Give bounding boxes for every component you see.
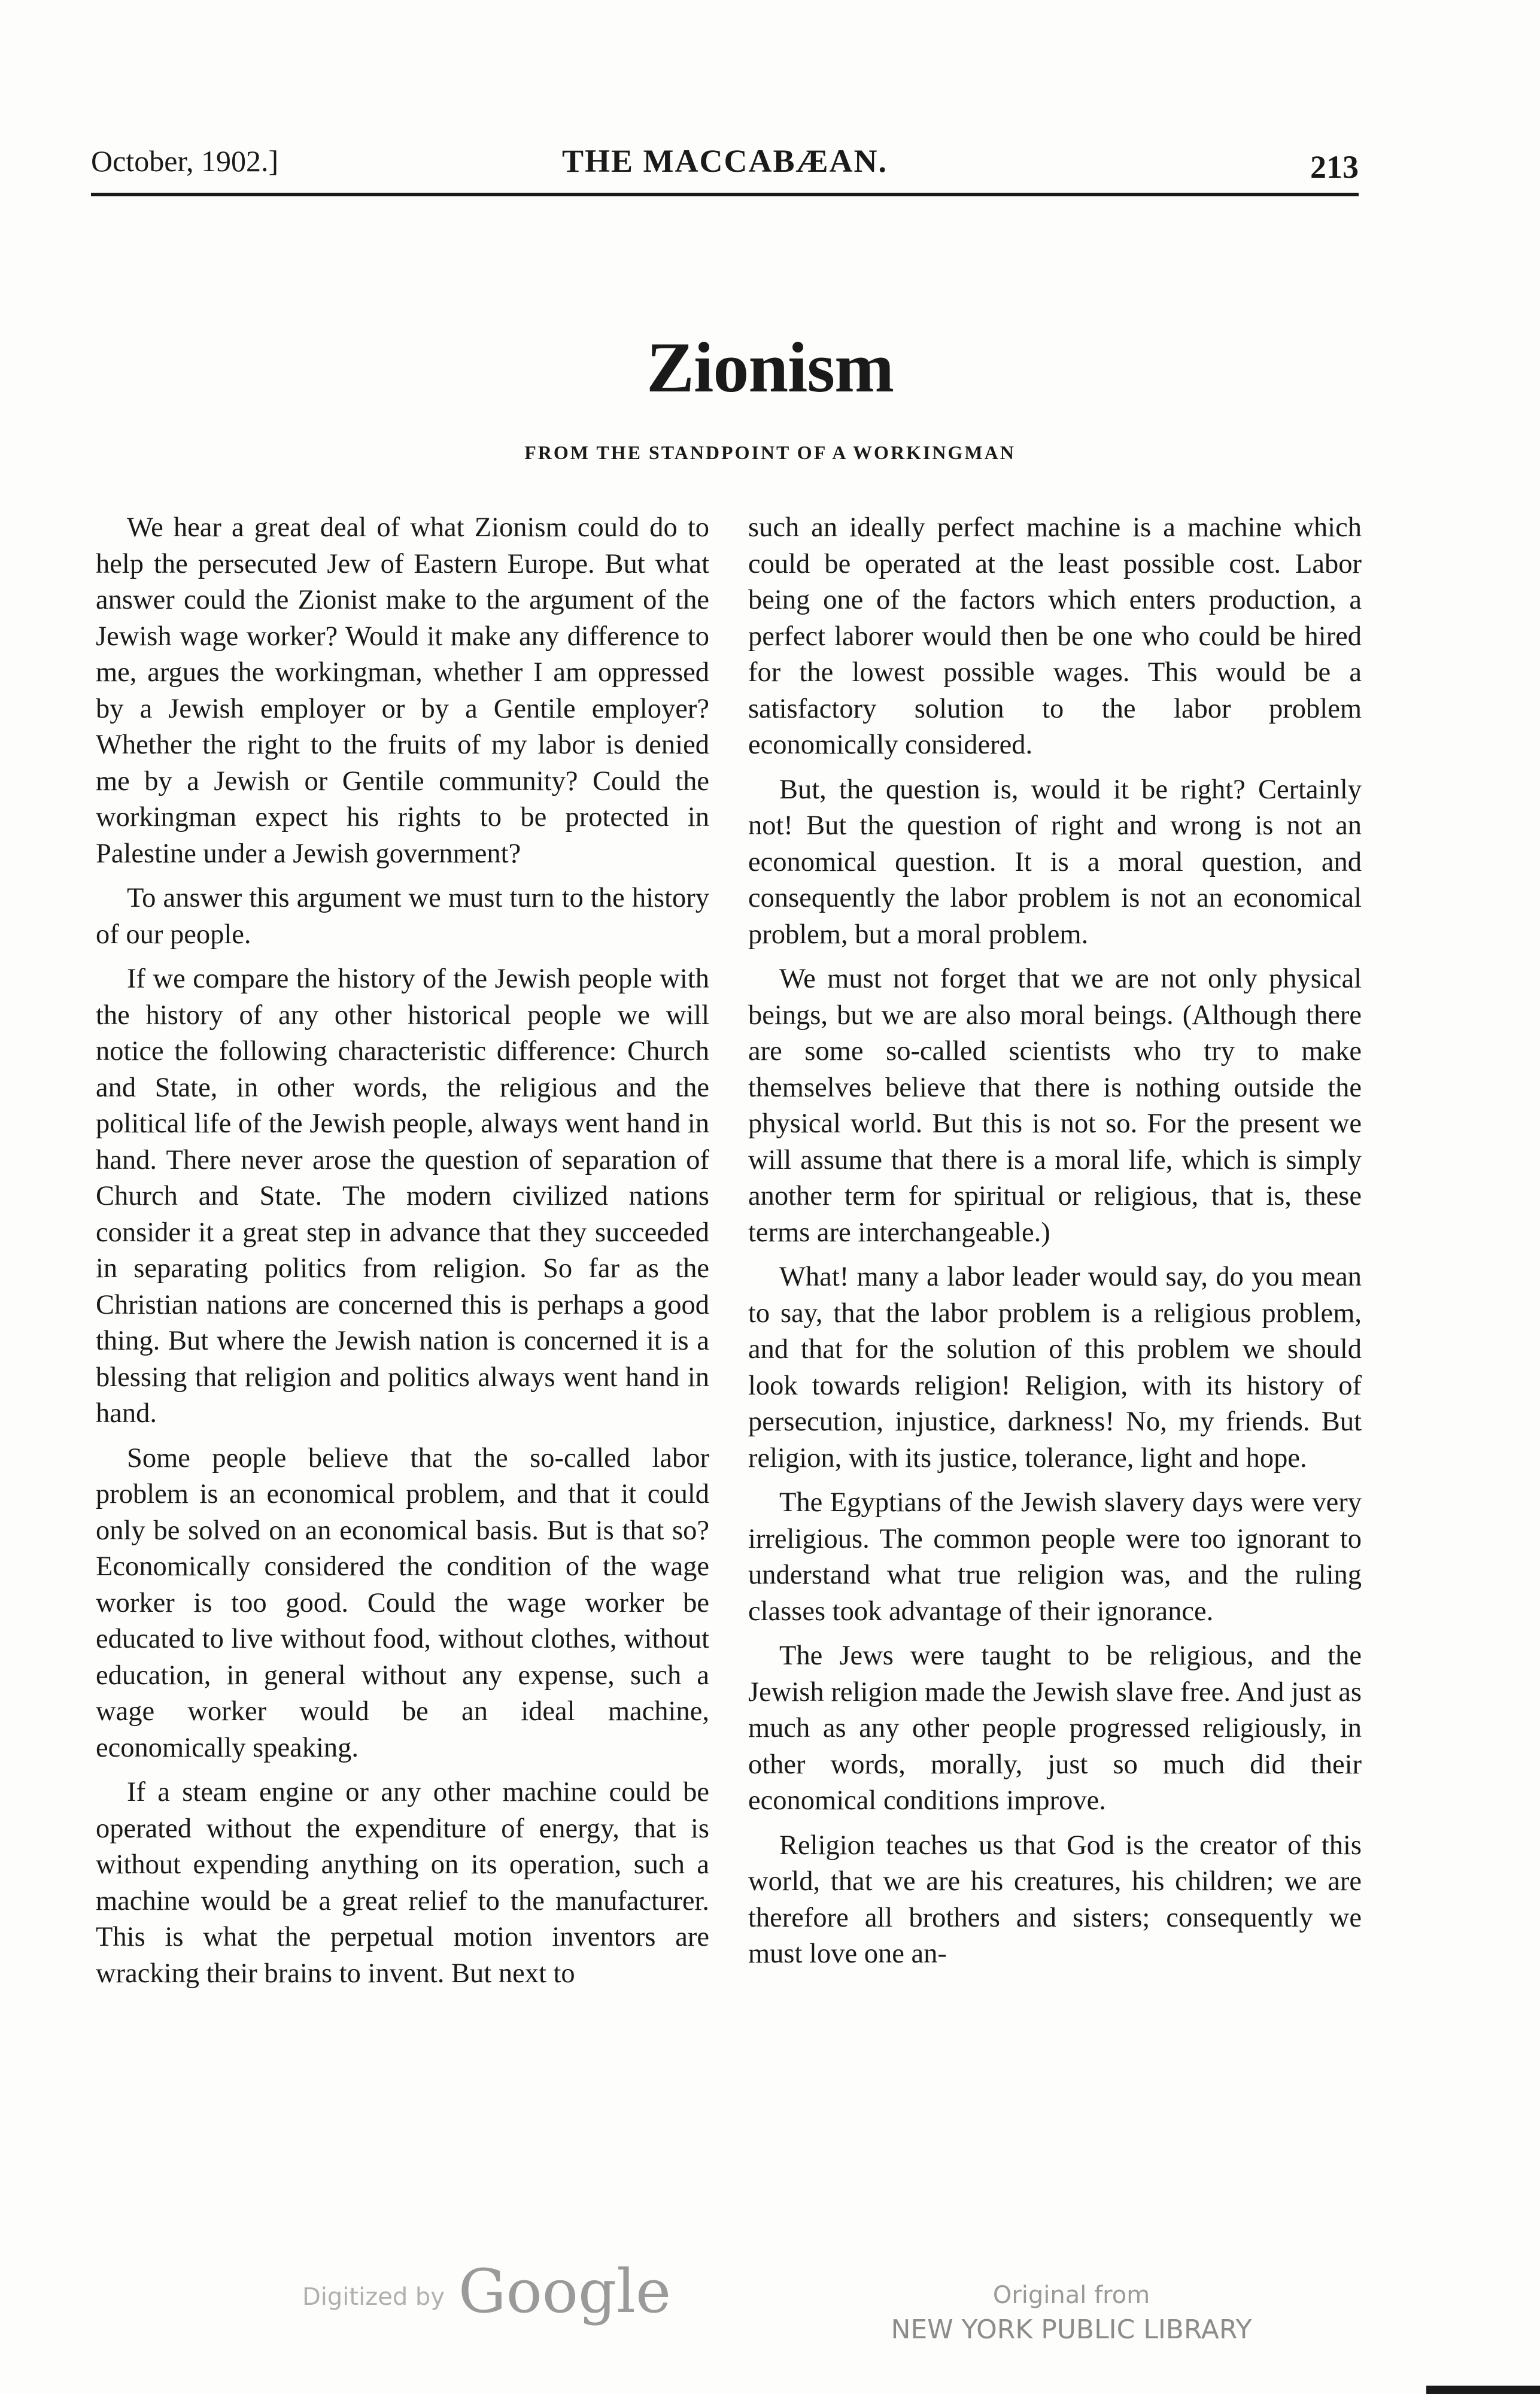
paragraph: What! many a labor leader would say, do you mean to say, that the labor problem is a religious problem, and that for the solution of this problem we should look towards religion! Religion, with its history of persecution, injustice, darkness! No, my friends. But religion, with its justice, tolerance, light and hope.: [748, 1262, 1362, 1474]
digitized-by-label: Digitized by: [302, 2283, 445, 2311]
paragraph: But, the question is, would it be right? Certainly not! But the question of right and wrong is not an economical question. It is a moral question, and consequently the labor problem is not an economical problem, but a moral problem.: [748, 774, 1362, 950]
paragraph-continuation: such an ideally perfect machine is a machine which could be operated at the least possible cost. Labor being one of the factors which enters production, a perfect laborer would then be one who could be hired for the lowest possible wages. This would be a satisfactory solution to the labor problem economically considered.: [748, 512, 1362, 760]
paragraph: We hear a great deal of what Zionism could do to help the persecuted Jew of Eastern Europe. But what answer could the Zionist make to the argument of the Jewish wage worker? Would it make any difference to me, argues the workingman, whether I am oppressed by a Jewish employer or by a Gentile employer? Whether the right to the fruits of my labor is denied me by a Jewish or Gentile community? Could the workingman expect his rights to be protected in Palestine under a Jewish government?: [96, 512, 709, 869]
paragraph: The Egyptians of the Jewish slavery days were very irreligious. The common people were too ignorant to understand what true religion was, and the ruling classes took advantage of their ignorance.: [748, 1487, 1362, 1627]
running-header: [91, 127, 1359, 196]
paragraph: If we compare the history of the Jewish people with the history of any other historical people we will notice the following characteristic difference: Church and State, in other words, the religious and the political life of the Jewish people, always went hand in hand. There never arose the question of separation of Church and State. The modern civilized nations consider it a great step in advance that they succeeded in separating politics from religion. So far as the Christian nations are concerned this is perhaps a good thing. But where the Jewish nation is concerned it is a blessing that religion and politics always went hand in hand.: [96, 964, 709, 1429]
source-credit: [880, 2278, 1263, 2347]
journal-name: THE MACCABÆAN.: [561, 143, 888, 179]
article-title: Zionism: [646, 327, 894, 407]
google-logo: Google: [458, 2256, 672, 2326]
paragraph: We must not forget that we are not only physical beings, but we are also moral beings. (Although there are some so-called scientists who try to make themselves believe that there is nothing outside the physical world. But this is not so. For the present we will assume that there is a moral life, which is simply another term for spiritual or religious, that is, these terms are interchangeable.): [748, 964, 1362, 1248]
right-column: [748, 510, 1362, 1981]
left-column: [96, 510, 709, 2000]
digitization-credit: [302, 2256, 671, 2326]
page-edge-mark: [1426, 2386, 1540, 2394]
paragraph: If a steam engine or any other machine could be operated without the expenditure of energy, that is without expending anything on its operation, such a machine would be a great relief to the manufacturer. This is what the perpetual motion inventors are wracking their brains to invent. But next to: [96, 1777, 709, 1989]
article-subtitle: FROM THE STANDPOINT OF A WORKINGMAN: [524, 442, 1016, 463]
paragraph: To answer this argument we must turn to the history of our people.: [96, 883, 709, 950]
paragraph: Some people believe that the so-called labor problem is an economical problem, and that it could only be solved on an economical basis. But is that so? Economically considered the condition of the wage worker is too good. Could the wage worker be educated to live without food, without clothes, without education, in general without any expense, such a wage worker would be an ideal machine, economically speaking.: [96, 1442, 709, 1763]
library-name: NEW YORK PUBLIC LIBRARY: [891, 2314, 1252, 2345]
paragraph: The Jews were taught to be religious, and the Jewish religion made the Jewish slave free. And just as much as any other people progressed religiously, in other words, morally, just so much did their economical conditions improve.: [748, 1640, 1362, 1816]
original-from-label: Original from: [992, 2281, 1150, 2309]
paragraph: Religion teaches us that God is the creator of this world, that we are his creatures, his children; we are therefore all brothers and sisters; consequently we must love one an-: [748, 1830, 1362, 1969]
page-number: 213: [1310, 149, 1359, 185]
issue-date: October, 1902.]: [91, 144, 279, 178]
